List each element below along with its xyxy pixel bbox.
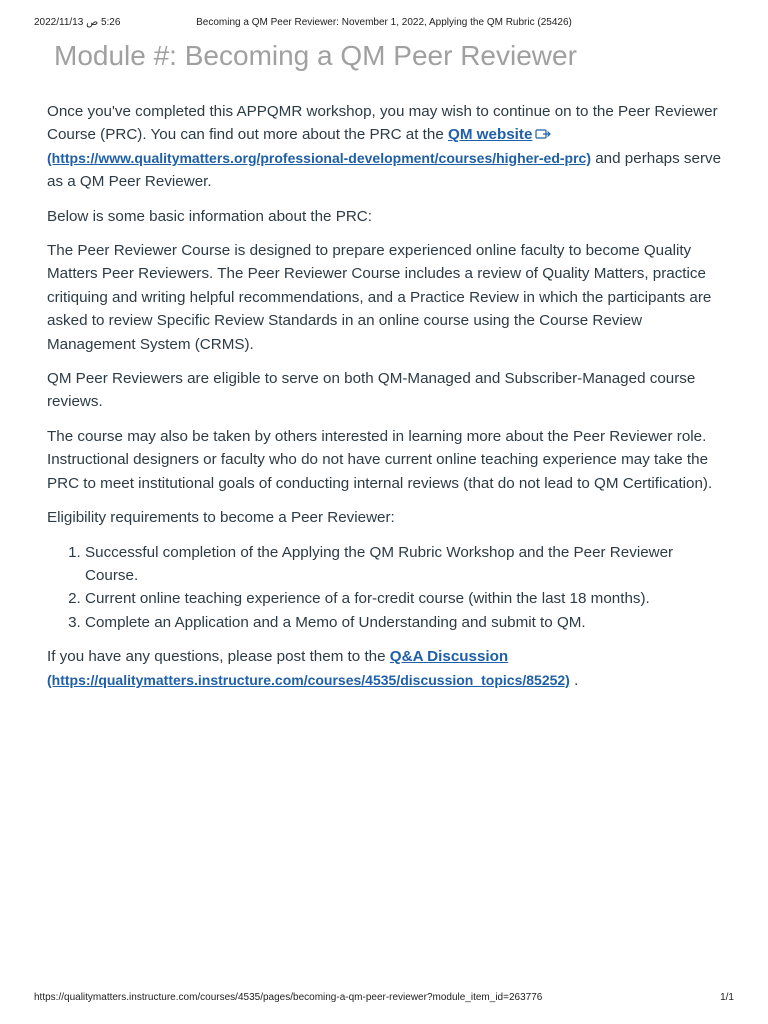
requirement-item: 2. Current online teaching experience of a for-credit course (within the last 18 months). — [85, 587, 723, 610]
others-paragraph: The course may also be taken by others interested in learning more about the Peer Reviewer role. Instructional designers or faculty who do not have current online teaching experience may take the PRC to meet institutional goals of conducting internal reviews (that do not lead to QM Certification). — [47, 427, 713, 492]
print-date: 5:26 ص 2022/11/13 — [34, 17, 121, 28]
intro-text: Once you've completed this APPQMR workshop, you may wish to continue on to the Peer Reviewer Course (PRC). You can find out more about the PRC at the — [47, 103, 718, 144]
intro-paragraph — [47, 100, 723, 194]
questions-after-text: . — [569, 671, 579, 689]
print-header — [0, 17, 768, 31]
page-content — [47, 100, 723, 703]
requirement-item: 3. Complete an Application and a Memo of Understanding and submit to QM. — [85, 611, 723, 634]
requirements-list — [47, 541, 723, 635]
requirements-heading: Eligibility requirements to become a Peer Reviewer: — [47, 509, 395, 527]
page-title: Module #: Becoming a QM Peer Reviewer — [54, 40, 577, 71]
requirement-item: 1. Successful completion of the Applying the QM Rubric Workshop and the Peer Reviewer Course. — [85, 541, 723, 588]
external-link-icon — [535, 128, 551, 140]
page-number: 1/1 — [720, 992, 734, 1003]
intro-after-text: and perhaps serve as a QM Peer Reviewer. — [47, 149, 722, 191]
print-footer — [0, 992, 768, 1006]
basic-info-paragraph: Below is some basic information about the PRC: — [47, 207, 372, 225]
qa-discussion-link-text: Q&A Discussion — [389, 648, 509, 666]
print-title: Becoming a QM Peer Reviewer: November 1, 2022, Applying the QM Rubric (25426) — [196, 17, 572, 28]
qm-website-url: (https://www.qualitymatters.org/professional-development/courses/higher-ed-prc) — [47, 149, 592, 166]
qm-website-link-text: QM website — [448, 126, 533, 144]
qa-discussion-url: (https://qualitymatters.instructure.com/courses/4535/discussion_topics/85252) — [47, 671, 570, 688]
print-footer-url: https://qualitymatters.instructure.com/courses/4535/pages/becoming-a-qm-peer-reviewer?module_item_id=263776 — [34, 992, 543, 1003]
questions-text: If you have any questions, please post them to the — [47, 648, 390, 666]
questions-paragraph — [47, 645, 723, 692]
eligibility-serve-paragraph: QM Peer Reviewers are eligible to serve on both QM-Managed and Subscriber-Managed course reviews. — [47, 370, 696, 411]
prc-description-paragraph: The Peer Reviewer Course is designed to prepare experienced online faculty to become Quality Matters Peer Reviewers. The Peer Reviewer Course includes a review of Quality Matters, practice critiquing and writing helpful recommendations, and a Practice Review in which the participants are asked to review Specific Review Standards in an online course using the Course Review Management System (CRMS). — [47, 242, 712, 353]
